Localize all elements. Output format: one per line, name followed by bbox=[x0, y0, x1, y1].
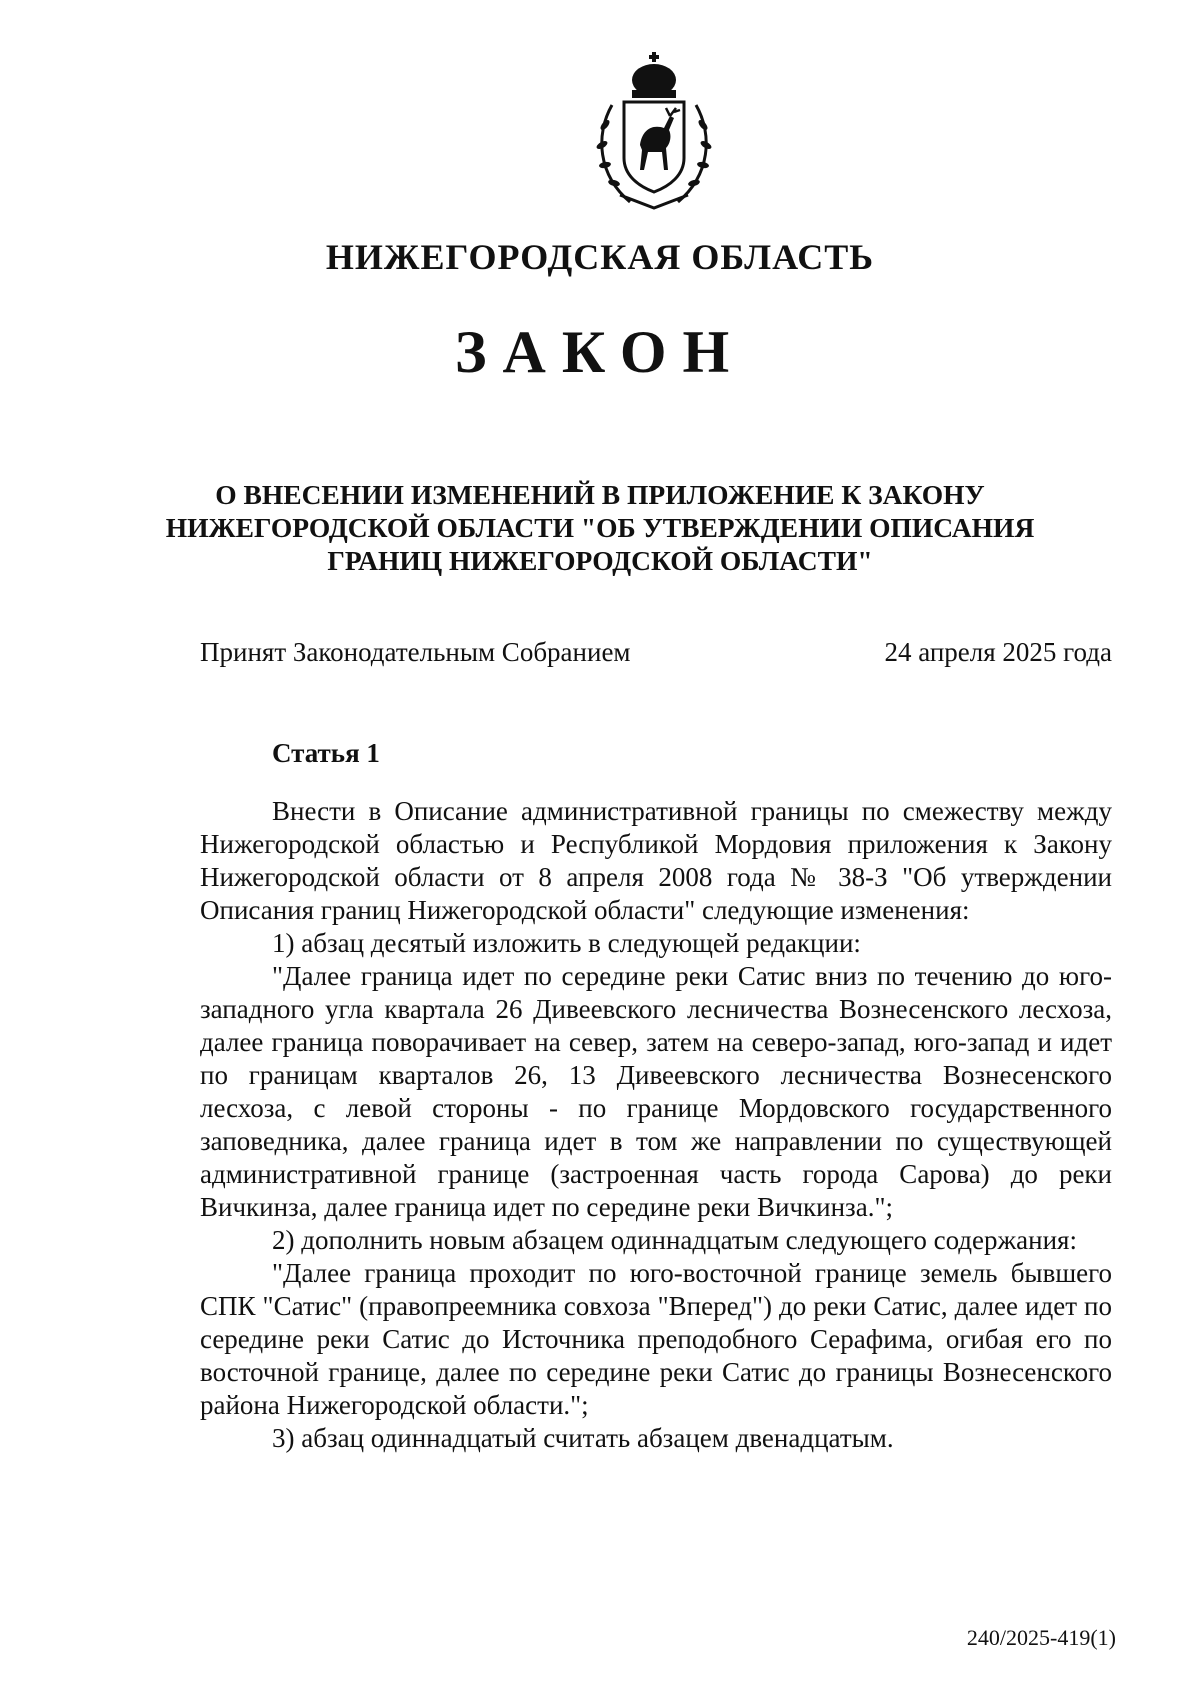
article-intro: Внести в Описание административной границы по смежеству между Нижегородской областью и Республикой Мордовия приложения к Закону Нижегородской области от 8 апреля 2008 года № 38-З "Об утверждении Описания границ Нижегородской области" следующие изменения: bbox=[200, 796, 1112, 925]
law-title-line: ГРАНИЦ НИЖЕГОРОДСКОЙ ОБЛАСТИ" bbox=[327, 545, 873, 576]
law-title-line: НИЖЕГОРОДСКОЙ ОБЛАСТИ "ОБ УТВЕРЖДЕНИИ ОПИСАНИЯ bbox=[165, 512, 1035, 543]
list-item: 2) дополнить новым абзацем одиннадцатым следующего содержания: bbox=[272, 1225, 1077, 1255]
adoption-line bbox=[200, 637, 1112, 668]
document-type: ЗАКОН bbox=[454, 319, 746, 385]
registration-number: 240/2025-419(1) bbox=[966, 1625, 1116, 1650]
article-body bbox=[200, 795, 1112, 1455]
article-heading: Статья 1 bbox=[272, 738, 380, 768]
adopted-by: Принят Законодательным Собранием bbox=[200, 637, 631, 667]
law-title bbox=[160, 478, 1040, 577]
quoted-paragraph: "Далее граница идет по середине реки Сатис вниз по течению до юго-западного угла квартала 26 Дивеевского лесничества Вознесенского лесхоза, далее граница поворачивает на север, затем на северо-запад, юго-запад и идет по границам кварталов 26, 13 Дивеевского лесничества Вознесенского лесхоза, с левой стороны - по границе Мордовского государственного заповедника, далее граница идет в том же направлении по существующей административной границе (застроенная часть города Сарова) до реки Вичкинза, далее граница идет по середине реки Вичкинза."; bbox=[200, 961, 1112, 1222]
adoption-date: 24 апреля 2025 года bbox=[884, 637, 1112, 667]
law-title-line: О ВНЕСЕНИИ ИЗМЕНЕНИЙ В ПРИЛОЖЕНИЕ К ЗАКОНУ bbox=[215, 479, 985, 510]
region-name: НИЖЕГОРОДСКАЯ ОБЛАСТЬ bbox=[325, 237, 875, 277]
quoted-paragraph: "Далее граница проходит по юго-восточной границе земель бывшего СПК "Сатис" (правопреемника совхоза "Вперед") до реки Сатис, далее идет по середине реки Сатис до Источника преподобного Серафима, огибая его по восточной границе, далее по середине реки Сатис до границы Вознесенского района Нижегородской области."; bbox=[200, 1258, 1112, 1420]
nizhny-novgorod-coat-of-arms-icon bbox=[590, 50, 740, 210]
list-item: 3) абзац одиннадцатый считать абзацем двенадцатым. bbox=[272, 1423, 894, 1453]
list-item: 1) абзац десятый изложить в следующей редакции: bbox=[272, 928, 861, 958]
